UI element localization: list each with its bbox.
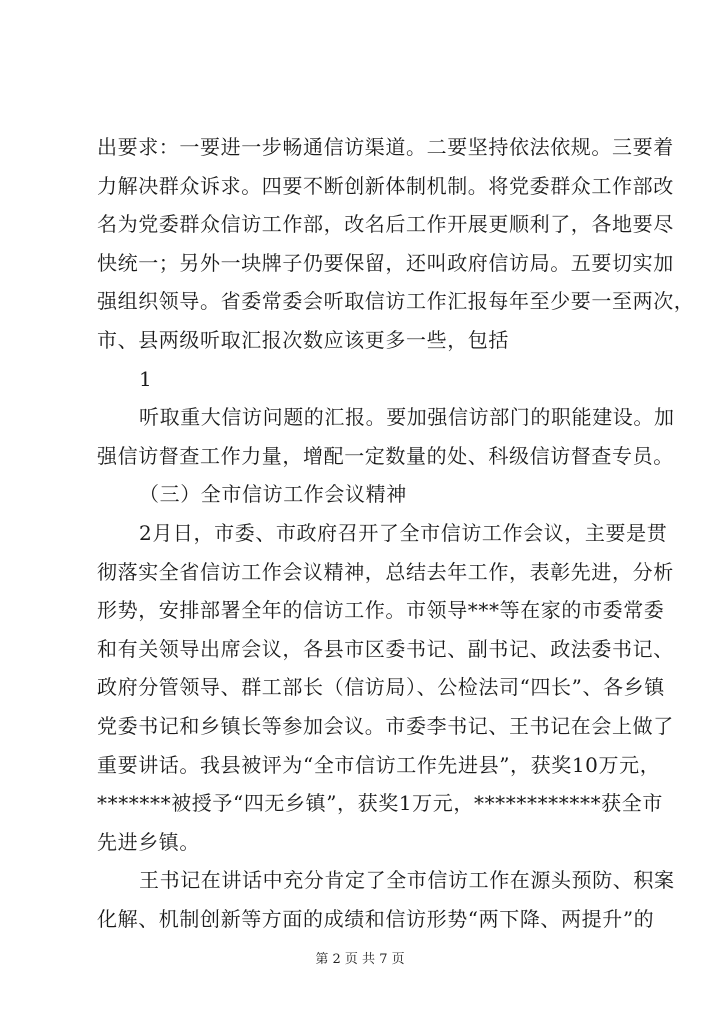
text-line: 重要讲话。我县被评为“全市信访工作先进县”，获奖10万元，	[97, 752, 661, 777]
paragraph-1	[97, 128, 695, 360]
page-marker-number: 1	[139, 366, 153, 391]
text-line: 先进乡镇。	[97, 829, 200, 854]
paragraph-4	[97, 861, 675, 938]
text-line: 党委书记和乡镇长等参加会议。市委李书记、王书记在会上做了	[97, 713, 674, 738]
text-line: 2月日，市委、市政府召开了全市信访工作会议，主要是贯	[139, 520, 668, 545]
text-line: 听取重大信访问题的汇报。要加强信访部门的职能建设。加	[139, 405, 675, 430]
section-heading-text: （三）全市信访工作会议精神	[139, 482, 407, 507]
text-line: 王书记在讲话中充分肯定了全市信访工作在源头预防、积案	[139, 868, 675, 893]
text-line: 形势，安排部署全年的信访工作。市领导***等在家的市委常委	[97, 598, 665, 623]
text-line: 强组织领导。省委常委会听取信访工作汇报每年至少要一至两次，	[97, 289, 695, 314]
page-marker-paragraph	[97, 360, 637, 399]
paragraph-3	[97, 514, 674, 861]
section-heading	[97, 475, 637, 514]
page-footer	[0, 948, 720, 967]
text-line: *******被授予“四无乡镇”，获奖1万元，************获全市	[97, 791, 663, 816]
text-line: 市、县两级听取汇报次数应该更多一些，包括	[97, 327, 509, 352]
text-line: 和有关领导出席会议，各县市区委书记、副书记、政法委书记、	[97, 636, 674, 661]
document-body	[97, 128, 695, 938]
page-number-label: 第 2 页 共 7 页	[315, 952, 405, 967]
text-line: 彻落实全省信访工作会议精神，总结去年工作，表彰先进，分析	[97, 559, 674, 584]
text-line: 力解决群众诉求。四要不断创新体制机制。将党委群众工作部改	[97, 173, 674, 198]
text-line: 出要求：一要进一步畅通信访渠道。二要坚持依法依规。三要着	[97, 135, 674, 159]
paragraph-2	[97, 398, 675, 475]
text-line: 强信访督查工作力量，增配一定数量的处、科级信访督查专员。	[97, 443, 674, 468]
text-line: 政府分管领导、群工部长（信访局）、公检法司“四长”、各乡镇	[97, 675, 665, 700]
text-line: 名为党委群众信访工作部，改名后工作开展更顺利了，各地要尽	[97, 212, 674, 237]
text-line: 快统一；另外一块牌子仍要保留，还叫政府信访局。五要切实加	[97, 250, 674, 275]
text-line: 化解、机制创新等方面的成绩和信访形势“两下降、两提升”的	[97, 906, 655, 931]
